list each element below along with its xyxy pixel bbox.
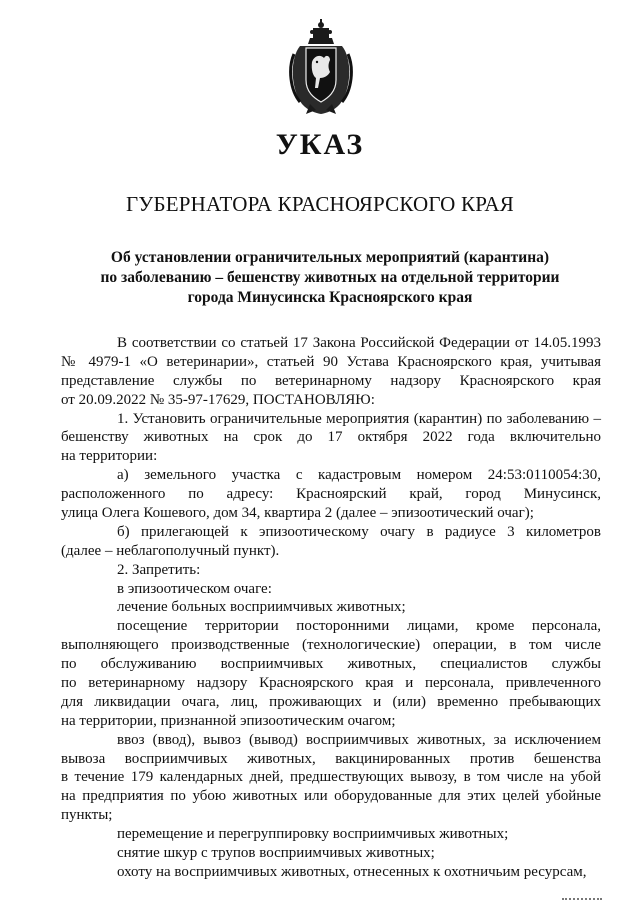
page-edge-mark [562,898,602,903]
decree-body [61,334,601,882]
body-line: расположенного по адресу: Красноярский край, город Минусинск, [61,486,601,503]
decree-issuer: ГУБЕРНАТОРА КРАСНОЯРСКОГО КРАЯ [126,192,514,216]
body-line: представление службы по ветеринарному надзору Красноярского края [61,372,601,389]
body-line: перемещение и перегруппировку восприимчивых животных; [117,826,509,843]
heading-line: города Минусинска Красноярского края [187,289,473,306]
body-line: (далее – неблагополучный пункт). [61,542,280,559]
body-line: охоту на восприимчивых животных, отнесенных к охотничьим ресурсам, [117,863,587,880]
body-line: на территории: [61,448,158,465]
body-line: лечение больных восприимчивых животных; [117,599,406,616]
body-line: по обслуживанию восприимчивых животных, специалистов службы [61,656,601,673]
body-line: б) прилегающей к эпизоотическому очагу в радиусе 3 километров [117,523,601,540]
body-line: а) земельного участка с кадастровым номером 24:53:0110054:30, [117,467,601,484]
decree-heading [60,248,600,308]
body-line: вывоза восприимчивых животных, вакцинированных против бешенства [61,750,601,767]
body-line: по ветеринарному надзору Красноярского края и персонала, привлеченного [61,675,601,692]
body-line: бешенству животных на срок до 17 октября 2022 года включительно [61,429,601,446]
body-line: 1. Установить ограничительные мероприятия (карантин) по заболеванию – [117,410,601,427]
decree-title: УКАЗ [275,128,365,161]
coat-of-arms-emblem [288,18,354,116]
body-line: посещение территории посторонними лицами, кроме персонала, [117,618,601,635]
body-line: на предприятия по убою животных или оборудованные для этих целей убойные [61,788,601,805]
body-line: № 4979-1 «О ветеринарии», статьей 90 Устава Красноярского края, учитывая [61,353,601,370]
body-line: в течение 179 календарных дней, предшествующих вывозу, в том числе на убой [61,769,601,786]
body-line: в эпизоотическом очаге: [117,580,272,597]
heading-line: Об установлении ограничительных мероприятий (карантина) [110,249,550,266]
body-line: снятие шкур с трупов восприимчивых животных; [117,845,435,862]
body-line: выполняющего производственные (технологические) операции, в том числе [61,637,601,654]
heading-line: по заболеванию – бешенству животных на отдельной территории [100,269,560,286]
body-line: В соответствии со статьей 17 Закона Российской Федерации от 14.05.1993 [117,335,601,351]
body-line: ввоз (ввод), вывоз (вывод) восприимчивых животных, за исключением [117,731,601,748]
body-line: на территории, признанной эпизоотическим очагом; [61,712,396,729]
body-line: пункты; [61,807,113,824]
body-line: улица Олега Кошевого, дом 34, квартира 2 (далее – эпизоотический очаг); [61,505,534,522]
body-line: 2. Запретить: [117,561,201,578]
body-line: от 20.09.2022 № 35-97-17629, ПОСТАНОВЛЯЮ: [61,391,375,408]
body-line: для ликвидации очага, лиц, проживающих и (или) временно пребывающих [61,693,601,710]
